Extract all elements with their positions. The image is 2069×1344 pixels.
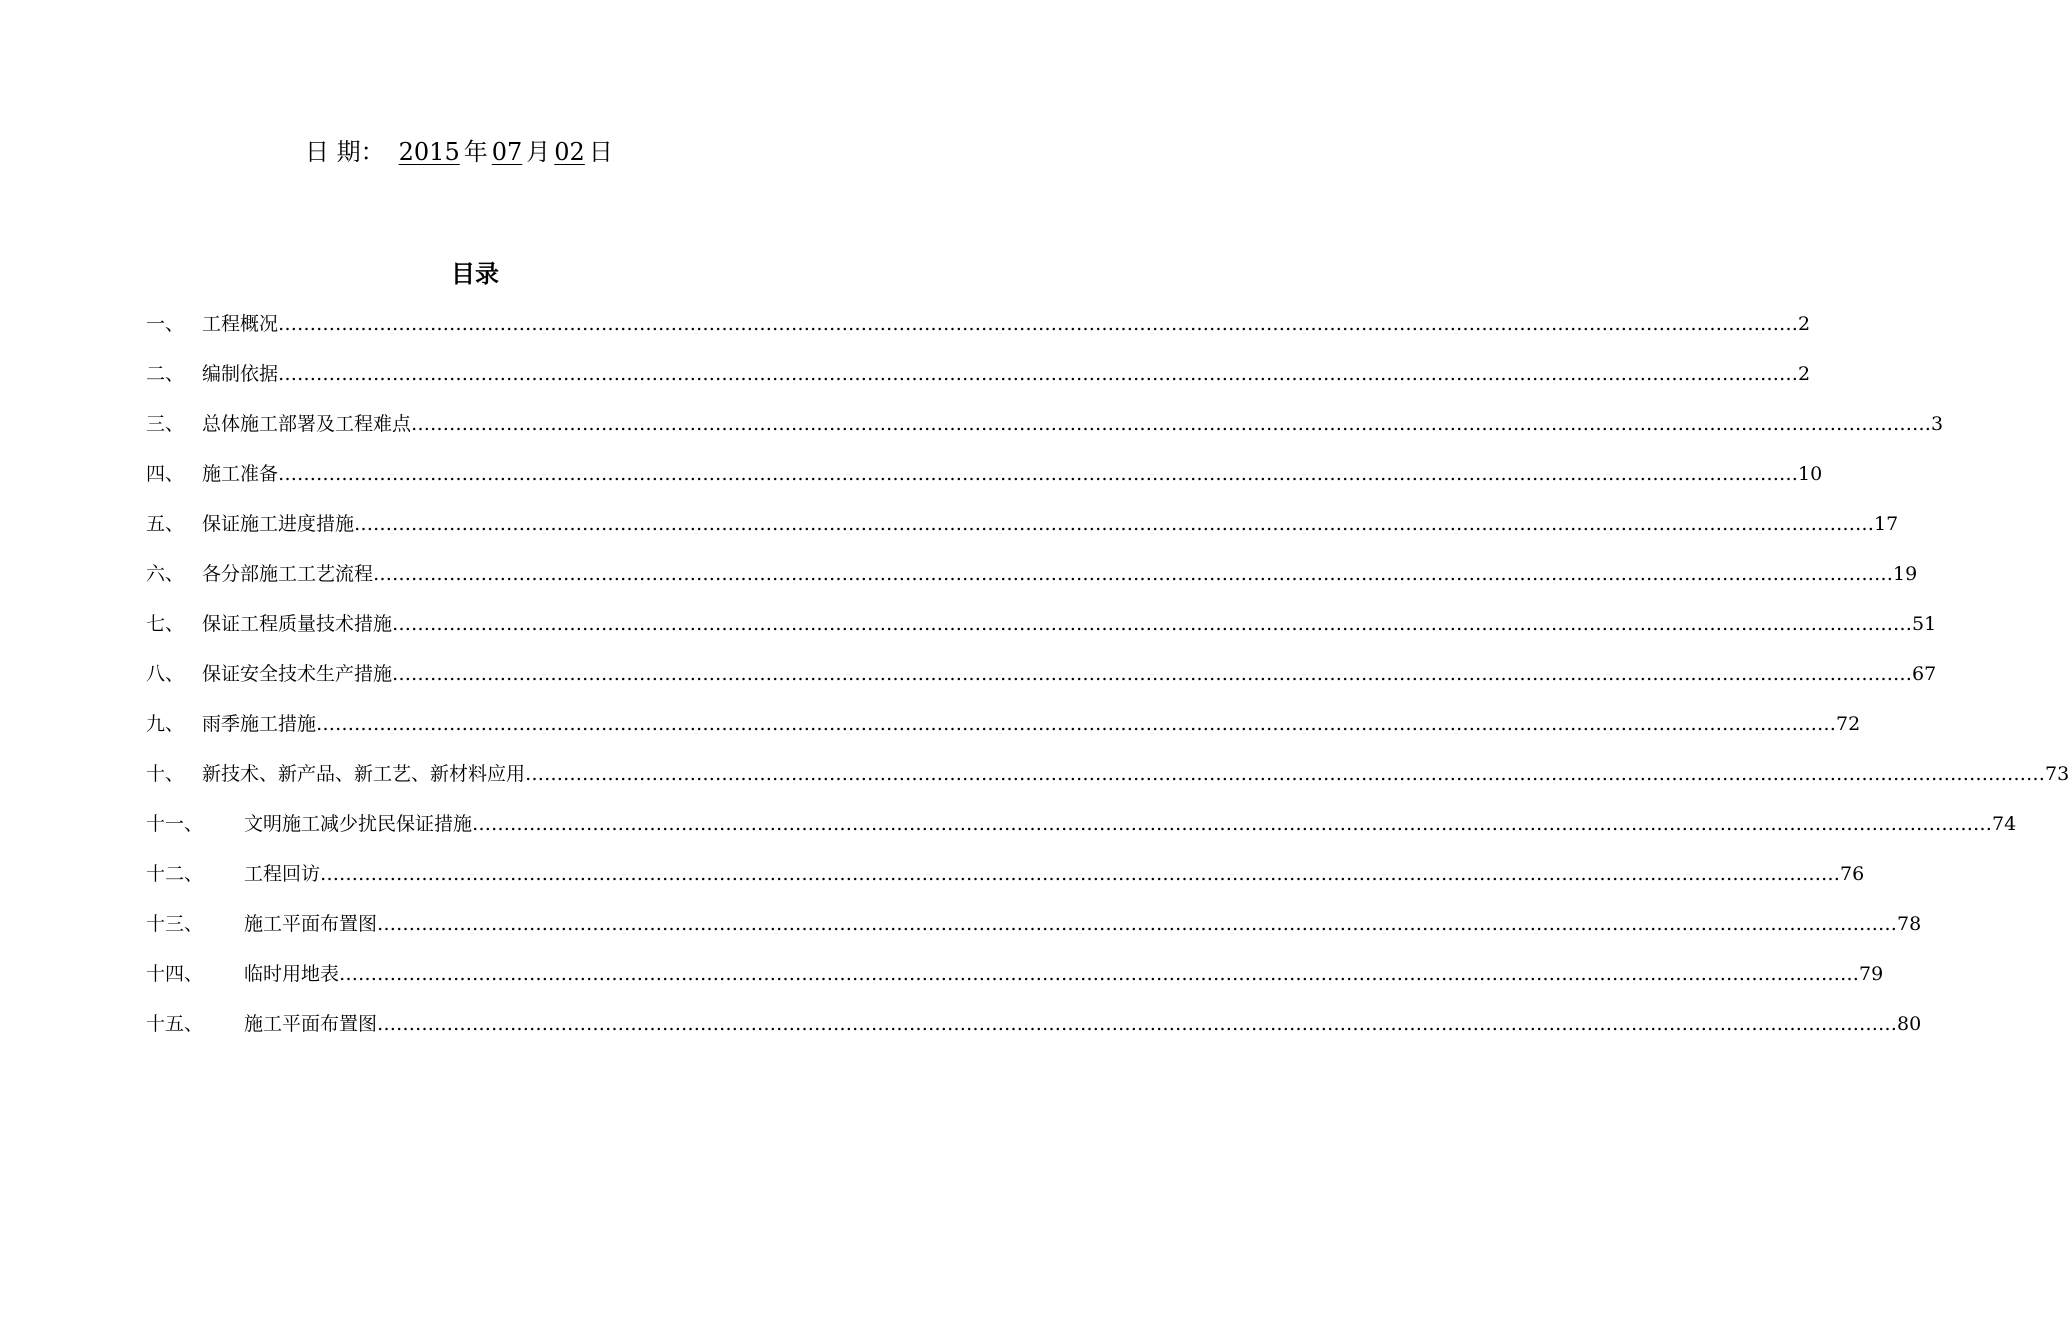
toc-leader-dots: …………………………………………………………………………………………………………………………………………………………………………………………………………………… (278, 463, 1799, 485)
date-year-unit: 年 (463, 138, 488, 166)
toc-entry-title: 工程概况 (202, 313, 279, 335)
toc-entry-page: 19 (1893, 563, 1918, 585)
toc-entry[interactable] (146, 458, 1823, 508)
toc-entry[interactable] (146, 758, 2069, 808)
date-line (305, 134, 613, 170)
toc-entry-title: 施工平面布置图 (244, 1013, 378, 1035)
toc-entry-page: 80 (1897, 1013, 1922, 1035)
toc-entry[interactable] (146, 858, 1865, 908)
toc-entry[interactable] (146, 508, 1899, 558)
toc-entry-page: 67 (1912, 663, 1937, 685)
toc-entry[interactable] (146, 608, 1937, 658)
toc-entry[interactable] (146, 658, 1937, 708)
toc-leader-dots: …………………………………………………………………………………………………………………………………………………………………………………………………………………… (411, 413, 1932, 435)
toc-entry[interactable] (146, 558, 1918, 608)
toc-leader-dots: …………………………………………………………………………………………………………………………………………………………………………………………………………………… (392, 613, 1913, 635)
toc-entry-title: 施工平面布置图 (244, 913, 378, 935)
toc-entry-title: 施工准备 (202, 463, 279, 485)
toc-entry-title: 编制依据 (202, 363, 279, 385)
toc-leader-dots: …………………………………………………………………………………………………………………………………………………………………………………………………………………… (320, 863, 1841, 885)
toc-entry-page: 17 (1874, 513, 1899, 535)
toc-entry[interactable] (146, 808, 2017, 858)
toc-entry-page: 51 (1912, 613, 1937, 635)
toc-entry-title: 临时用地表 (244, 963, 340, 985)
toc-entry-page: 73 (2045, 763, 2069, 785)
toc-entry-number: 八、 (146, 663, 185, 685)
date-day-unit: 日 (588, 138, 613, 166)
toc-leader-dots: …………………………………………………………………………………………………………………………………………………………………………………………………………………… (392, 663, 1913, 685)
toc-entry[interactable] (146, 308, 1811, 358)
toc-leader-dots: …………………………………………………………………………………………………………………………………………………………………………………………………………………… (377, 913, 1898, 935)
toc-entry-title: 保证工程质量技术措施 (202, 613, 393, 635)
date-label: 日 期： (305, 138, 385, 166)
toc-entry-number: 九、 (146, 713, 185, 735)
date-day: 02 (554, 138, 585, 166)
toc-leader-dots: …………………………………………………………………………………………………………………………………………………………………………………………………………………… (316, 713, 1837, 735)
toc-entry-number: 五、 (146, 513, 185, 535)
toc-entry-title: 新技术、新产品、新工艺、新材料应用 (202, 763, 526, 785)
toc-entry[interactable] (146, 408, 1944, 458)
toc-entry-number: 十、 (146, 763, 185, 785)
toc-leader-dots: …………………………………………………………………………………………………………………………………………………………………………………………………………………… (278, 313, 1799, 335)
toc-entry-number: 十三、 (146, 913, 204, 935)
toc-entry-number: 四、 (146, 463, 185, 485)
toc-leader-dots: …………………………………………………………………………………………………………………………………………………………………………………………………………………… (373, 563, 1894, 585)
toc-entry-number: 一、 (146, 313, 185, 335)
toc-entry-number: 十一、 (146, 813, 204, 835)
toc-entry-number: 十五、 (146, 1013, 204, 1035)
toc-entry-number: 七、 (146, 613, 185, 635)
toc-entry[interactable] (146, 958, 1884, 1008)
toc-entry-page: 76 (1840, 863, 1865, 885)
toc-entry[interactable] (146, 1008, 1922, 1058)
toc-entry-page: 2 (1798, 313, 1811, 335)
toc-entry[interactable] (146, 358, 1811, 408)
toc-entry-title: 雨季施工措施 (202, 713, 317, 735)
toc-leader-dots: …………………………………………………………………………………………………………………………………………………………………………………………………………………… (472, 813, 1993, 835)
toc-entry-page: 78 (1897, 913, 1922, 935)
toc-entry-title: 总体施工部署及工程难点 (202, 413, 412, 435)
toc-entry-number: 六、 (146, 563, 185, 585)
toc-entry-number: 十四、 (146, 963, 204, 985)
toc-leader-dots: …………………………………………………………………………………………………………………………………………………………………………………………………………………… (339, 963, 1860, 985)
toc-entry-title: 保证安全技术生产措施 (202, 663, 393, 685)
toc-entry-page: 79 (1859, 963, 1884, 985)
toc-entry-number: 三、 (146, 413, 185, 435)
toc-entry-page: 2 (1798, 363, 1811, 385)
toc-title: 目录 (451, 259, 499, 288)
table-of-contents (146, 308, 2069, 1058)
date-month-unit: 月 (526, 138, 551, 166)
date-month: 07 (491, 138, 523, 166)
toc-leader-dots: …………………………………………………………………………………………………………………………………………………………………………………………………………………… (278, 363, 1799, 385)
toc-entry-page: 3 (1931, 413, 1944, 435)
toc-entry-title: 文明施工减少扰民保证措施 (244, 813, 473, 835)
toc-leader-dots: …………………………………………………………………………………………………………………………………………………………………………………………………………………… (525, 763, 2046, 785)
toc-leader-dots: …………………………………………………………………………………………………………………………………………………………………………………………………………………… (377, 1013, 1898, 1035)
date-year: 2015 (398, 138, 460, 166)
toc-entry-title: 工程回访 (244, 863, 321, 885)
toc-entry-number: 二、 (146, 363, 185, 385)
toc-entry-page: 72 (1836, 713, 1861, 735)
toc-entry-title: 各分部施工工艺流程 (202, 563, 374, 585)
toc-entry-title: 保证施工进度措施 (202, 513, 355, 535)
toc-entry-page: 74 (1992, 813, 2017, 835)
toc-leader-dots: …………………………………………………………………………………………………………………………………………………………………………………………………………………… (354, 513, 1875, 535)
toc-entry[interactable] (146, 708, 1861, 758)
toc-entry-page: 10 (1798, 463, 1823, 485)
toc-entry[interactable] (146, 908, 1922, 958)
toc-entry-number: 十二、 (146, 863, 204, 885)
